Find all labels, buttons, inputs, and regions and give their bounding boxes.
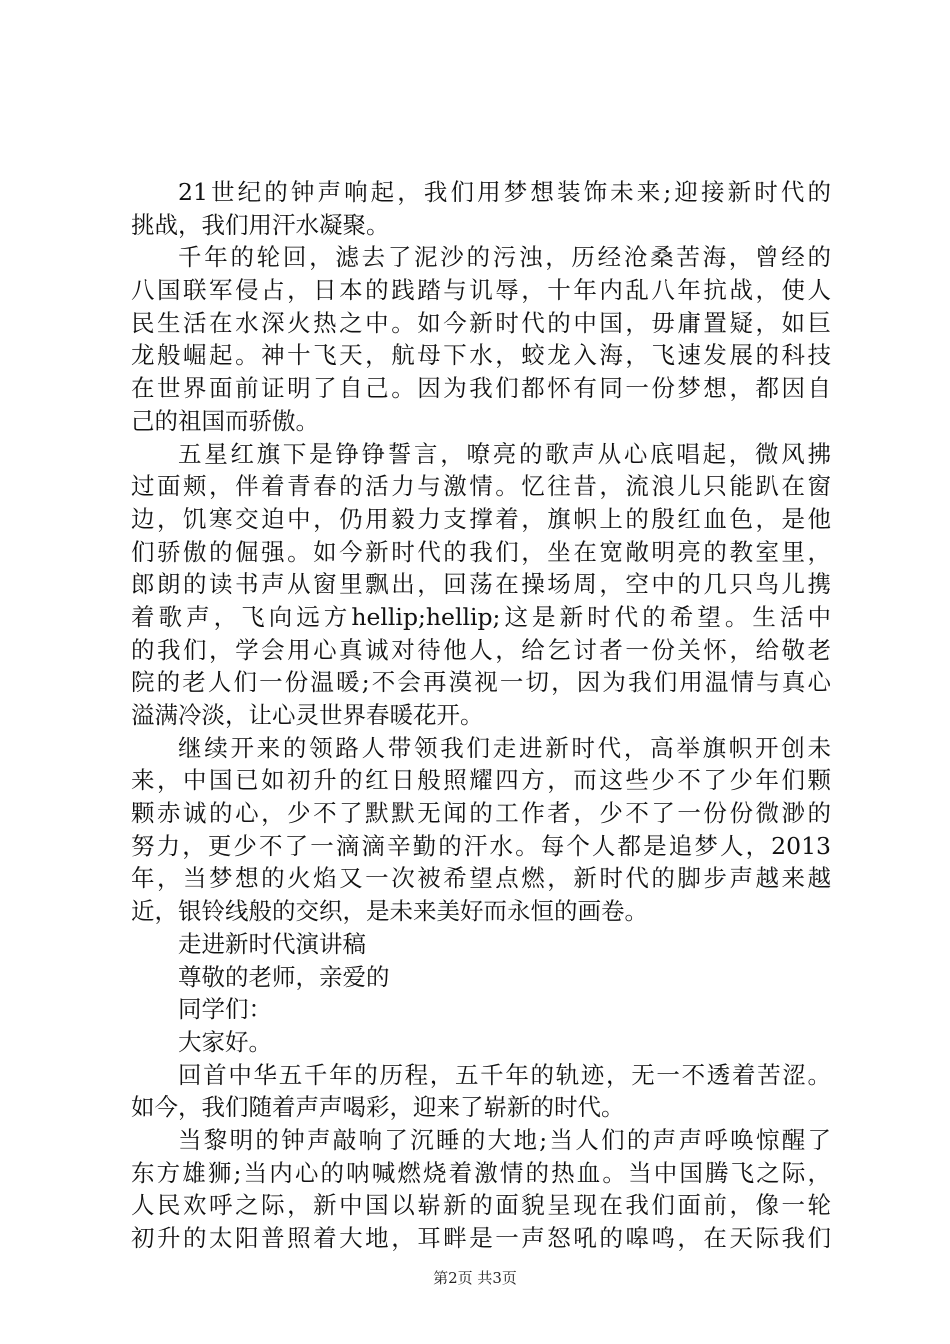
text-line: 们骄傲的倔强。如今新时代的我们，坐在宽敞明亮的教室里，: [131, 537, 831, 566]
greeting-line: 大家好。: [178, 1027, 272, 1056]
text-line: 龙般崛起。神十飞天，航母下水，蛟龙入海，飞速发展的科技: [131, 341, 831, 370]
page-footer: [0, 1268, 950, 1288]
page-number-label: 第2页 共3页: [433, 1269, 517, 1287]
text-line: 八国联军侵占，日本的践踏与讥辱，十年内乱八年抗战，使人: [131, 276, 831, 305]
salutation-line: 同学们：: [178, 995, 272, 1024]
text-line: 的我们，学会用心真诚对待他人，给乞讨者一份关怀，给敬老: [131, 635, 831, 664]
document-body: [131, 176, 831, 1255]
text-line: 在世界面前证明了自己。因为我们都怀有同一份梦想，都因自: [131, 374, 831, 403]
text-line: 人民欢呼之际，新中国以崭新的面貌呈现在我们面前，像一轮: [131, 1191, 831, 1220]
text-line: 近，银铃线般的交织，是未来美好而永恒的画卷。: [131, 897, 648, 926]
text-line: 初升的太阳普照着大地，耳畔是一声怒吼的嗥鸣，在天际我们: [131, 1224, 831, 1252]
text-line: 如今，我们随着声声喝彩，迎来了崭新的时代。: [131, 1093, 625, 1122]
text-line: 院的老人们一份温暖;不会再漠视一切，因为我们用温情与真心: [131, 668, 831, 697]
text-line: 五星红旗下是铮铮誓言，嘹亮的歌声从心底唱起，微风拂: [178, 439, 831, 468]
text-line: 21世纪的钟声响起，我们用梦想装饰未来;迎接新时代的: [178, 178, 831, 206]
text-line: 郎朗的读书声从窗里飘出，回荡在操场周，空中的几只鸟儿携: [131, 570, 831, 599]
text-line: 来，中国已如初升的红日般照耀四方，而这些少不了少年们颗: [131, 766, 831, 795]
text-line: 千年的轮回，滤去了泥沙的污浊，历经沧桑苦海，曾经的: [178, 243, 831, 272]
text-line: 着歌声，飞向远方hellip;hellip;这是新时代的希望。生活中: [131, 602, 831, 631]
salutation-line: 尊敬的老师，亲爱的: [178, 962, 390, 991]
text-line: 己的祖国而骄傲。: [131, 406, 319, 435]
text-line: 颗赤诚的心，少不了默默无闻的工作者，少不了一份份微渺的: [131, 799, 831, 828]
text-line: 回首中华五千年的历程，五千年的轨迹，无一不透着苦涩。: [178, 1060, 831, 1089]
text-line: 溢满冷淡，让心灵世界春暖花开。: [131, 701, 484, 729]
text-line: 边，饥寒交迫中，仍用毅力支撑着，旗帜上的殷红血色，是他: [131, 504, 831, 533]
text-line: 继续开来的领路人带领我们走进新时代，高举旗帜开创未: [178, 733, 831, 762]
text-line: 努力，更少不了一滴滴辛勤的汗水。每个人都是追梦人，2013: [131, 831, 831, 860]
text-line: 东方雄狮;当内心的呐喊燃烧着激情的热血。当中国腾飞之际，: [131, 1158, 831, 1187]
text-line: 民生活在水深火热之中。如今新时代的中国，毋庸置疑，如巨: [131, 308, 831, 337]
text-line: 当黎明的钟声敲响了沉睡的大地;当人们的声声呼唤惊醒了: [178, 1125, 831, 1154]
text-line: 年，当梦想的火焰又一次被希望点燃，新时代的脚步声越来越: [131, 864, 831, 893]
text-line: 挑战，我们用汗水凝聚。: [131, 210, 390, 239]
text-line: 过面颊，伴着青春的活力与激情。忆往昔，流浪儿只能趴在窗: [131, 472, 831, 501]
speech-title: 走进新时代演讲稿: [178, 929, 366, 958]
